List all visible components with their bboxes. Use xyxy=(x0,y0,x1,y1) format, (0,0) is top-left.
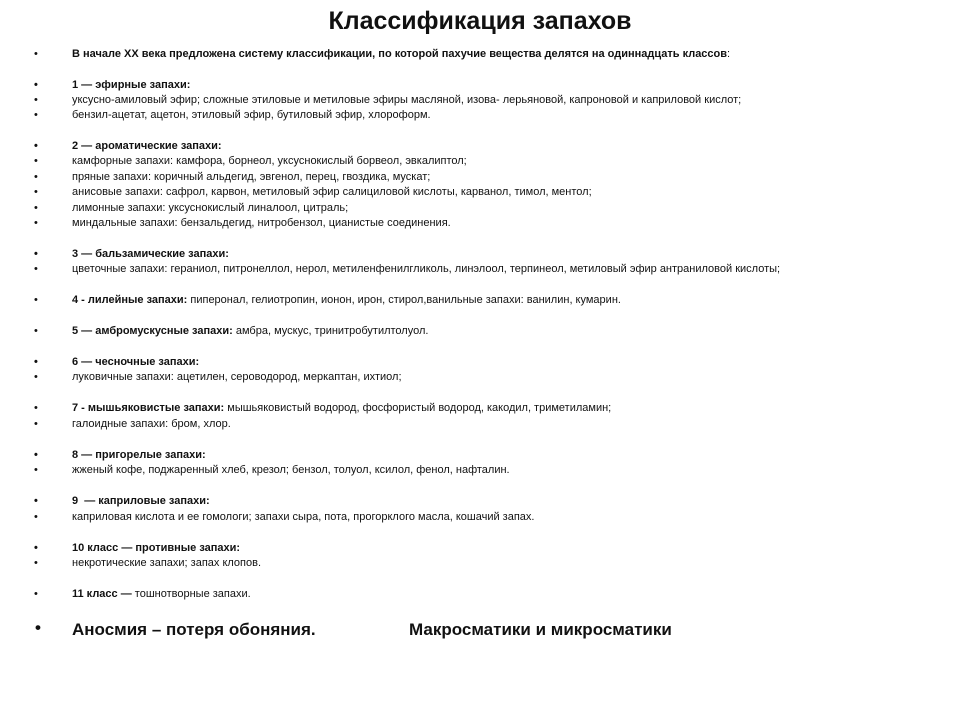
bullet-icon: • xyxy=(34,464,38,476)
list-item: • пряные запахи: коричный альдегид, эвгенол, перец, гвоздика, мускат; xyxy=(34,171,431,183)
bullet-icon: • xyxy=(34,495,38,507)
class-11-line: • 11 класс — тошнотворные запахи. xyxy=(34,588,251,600)
bullet-icon: • xyxy=(34,140,38,152)
list-item: • галоидные запахи: бром, хлор. xyxy=(34,418,231,430)
class-4-line: • 4 - лилейные запахи: пиперонал, гелиотропин, ионон, ирон, стирол,ванильные запахи: ванилин, кумарин. xyxy=(34,294,621,306)
class-9-heading: • 9 — каприловые запахи: xyxy=(34,495,210,507)
bullet-icon: • xyxy=(34,356,38,368)
bullet-icon: • xyxy=(34,94,38,106)
bullet-icon: • xyxy=(34,109,38,121)
list-item: • миндальные запахи: бензальдегид, нитробензол, цианистые соединения. xyxy=(34,217,451,229)
list-item: • цветочные запахи: гераниол, питронеллол, нерол, метиленфенилгликоль, линэлоол, терпинеол, метиловый эфир антраниловой кислоты; xyxy=(34,263,781,275)
class-3-heading: • 3 — бальзамические запахи: xyxy=(34,248,229,260)
bullet-icon: • xyxy=(34,402,38,414)
list-item: • каприловая кислота и ее гомологи; запахи сыра, пота, прогорклого масла, кошачий запах. xyxy=(34,511,535,523)
list-item: • луковичные запахи: ацетилен, сероводород, меркаптан, ихтиол; xyxy=(34,371,402,383)
bullet-icon: • xyxy=(34,171,38,183)
class-7-line: • 7 - мышьяковистые запахи: мышьяковистый водород, фосфористый водород, какодил, триметиламин; xyxy=(34,402,612,414)
class-2-heading: • 2 — ароматические запахи: xyxy=(34,140,222,152)
class-6-heading: • 6 — чесночные запахи: xyxy=(34,356,200,368)
bullet-icon: • xyxy=(34,48,38,60)
bullet-icon: • xyxy=(35,618,41,637)
class-1-heading: • 1 — эфирные запахи: xyxy=(34,79,191,91)
bullet-icon: • xyxy=(34,371,38,383)
list-item: • камфорные запахи: камфора, борнеол, уксуснокислый борвеол, эвкалиптол; xyxy=(34,155,467,167)
class-8-heading: • 8 — пригорелые запахи: xyxy=(34,449,206,461)
bullet-icon: • xyxy=(34,248,38,260)
bullet-icon: • xyxy=(34,155,38,167)
slide-title: Классификация запахов xyxy=(328,7,632,35)
bullet-icon: • xyxy=(34,263,38,275)
bullet-icon: • xyxy=(34,325,38,337)
bullet-icon: • xyxy=(34,418,38,430)
list-item: • анисовые запахи: сафрол, карвон, метиловый эфир салициловой кислоты, карванол, тимол, ментол; xyxy=(34,186,592,198)
bullet-icon: • xyxy=(34,511,38,523)
bullet-icon: • xyxy=(34,294,38,306)
class-5-line: • 5 — амбромускусные запахи: амбра, мускус, тринитробутилтолуол. xyxy=(34,325,429,337)
list-item: • жженый кофе, поджаренный хлеб, крезол; бензол, толуол, ксилол, фенол, нафталин. xyxy=(34,464,510,476)
anosmia-line: • Аносмия – потеря обоняния. xyxy=(35,618,316,639)
list-item: • лимонные запахи: уксуснокислый линалоол, цитраль; xyxy=(34,202,349,214)
macrosmatics-line: Макросматики и микросматики xyxy=(409,620,672,639)
bullet-icon: • xyxy=(34,186,38,198)
bullet-icon: • xyxy=(34,449,38,461)
list-item: • уксусно-амиловый эфир; сложные этиловые и метиловые эфиры масляной, изова- лерьяновой, капроновой и каприловой кислот; xyxy=(34,94,742,106)
list-item: • бензил-ацетат, ацетон, этиловый эфир, бутиловый эфир, хлороформ. xyxy=(34,109,431,121)
bullet-icon: • xyxy=(34,217,38,229)
bullet-icon: • xyxy=(34,557,38,569)
intro-colon: : xyxy=(727,48,731,60)
bullet-icon: • xyxy=(34,588,38,600)
bullet-icon: • xyxy=(34,542,38,554)
list-item: • некротические запахи; запах клопов. xyxy=(34,557,262,569)
intro-text: В начале XX века предложена систему классификации, по которой пахучие вещества делятся на одиннадцать классов xyxy=(72,48,728,60)
intro-line xyxy=(34,46,731,62)
bullet-icon: • xyxy=(34,79,38,91)
class-10-heading: • 10 класс — противные запахи: xyxy=(34,542,241,554)
bullet-icon: • xyxy=(34,202,38,214)
